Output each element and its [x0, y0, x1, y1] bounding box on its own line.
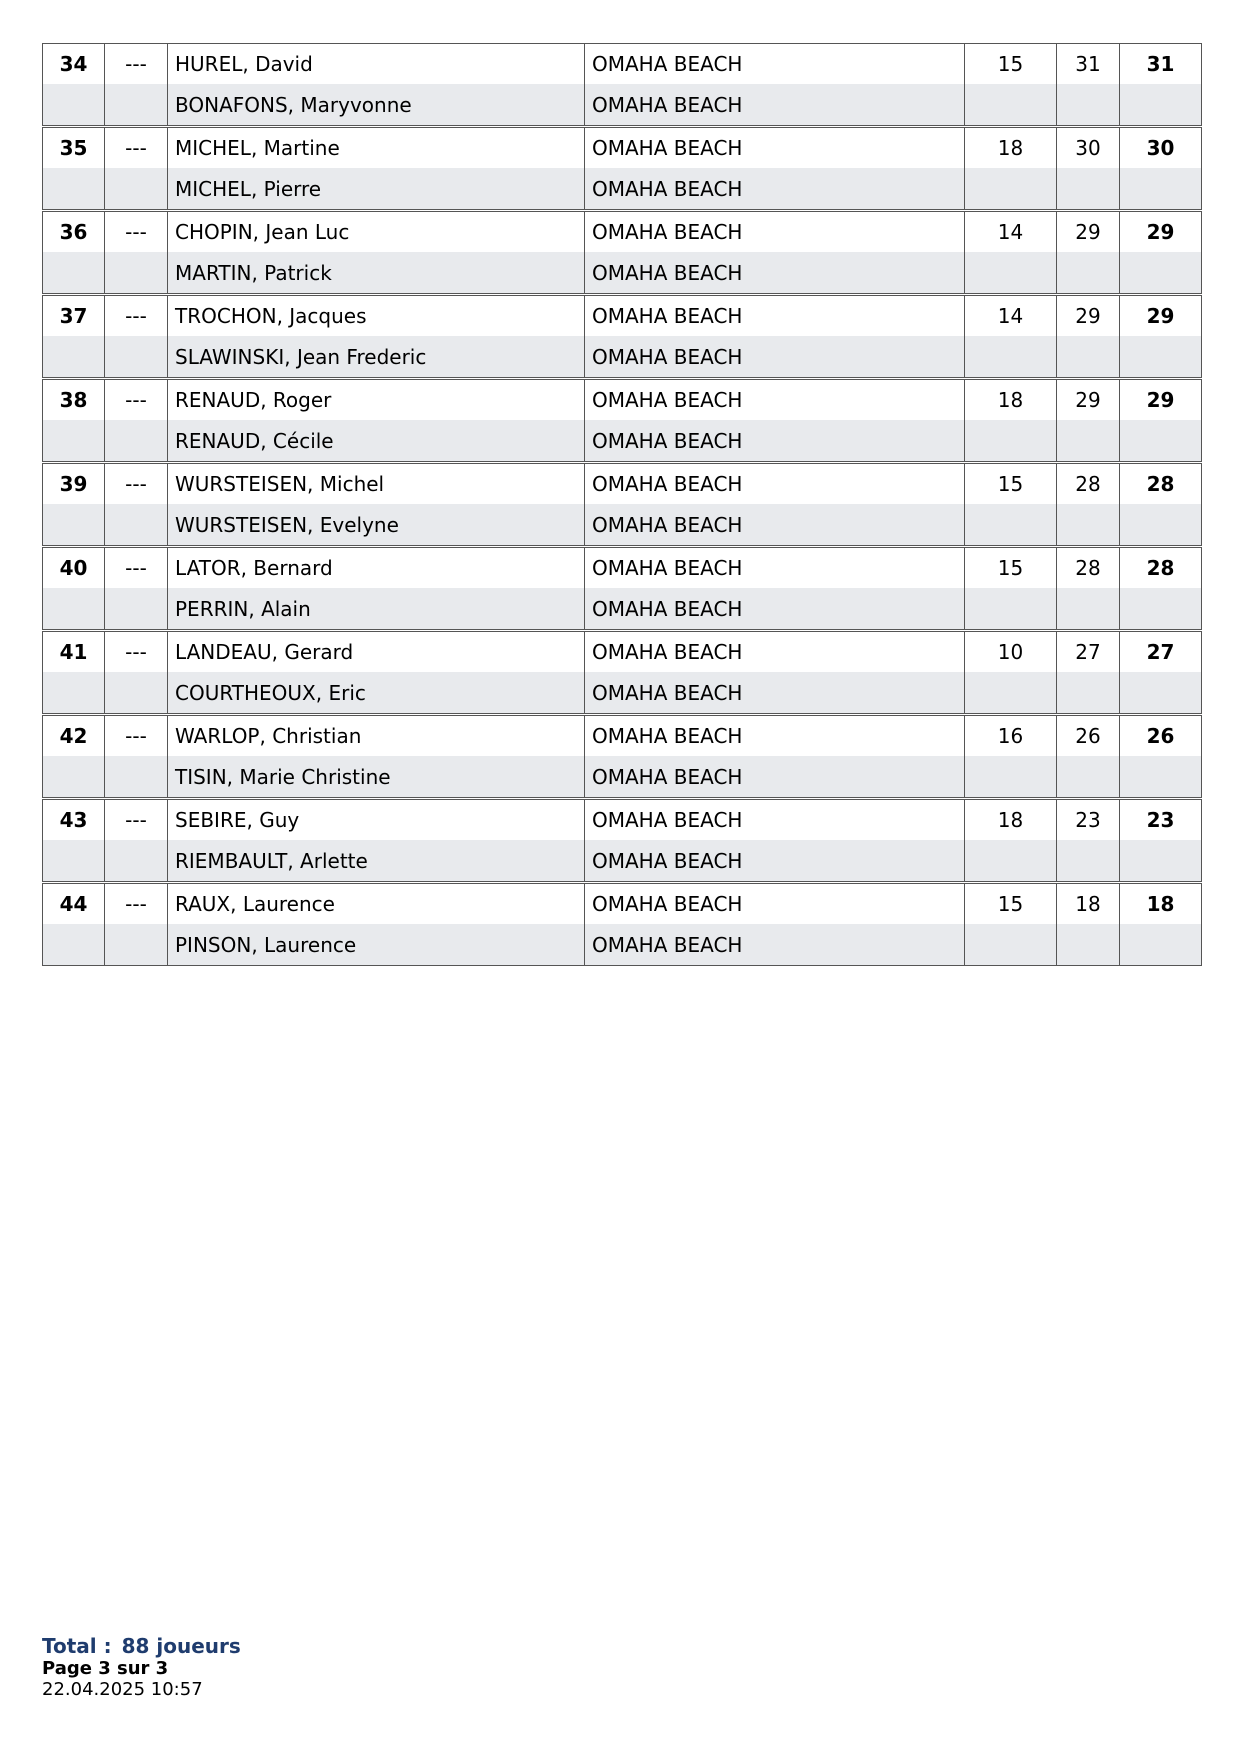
score2-cell: 28: [1057, 463, 1120, 505]
score2-cell-empty: [1057, 420, 1120, 463]
club-cell: OMAHA BEACH: [585, 799, 965, 841]
score2-cell: 30: [1057, 127, 1120, 169]
player-name-cell: RENAUD, Roger: [168, 379, 585, 421]
total-value: 88 joueurs: [121, 1634, 241, 1658]
table-row: [43, 420, 1202, 463]
rank-cell-empty: [43, 504, 105, 547]
score1-cell: 10: [965, 631, 1057, 673]
rank-cell: 41: [43, 631, 105, 673]
status-cell-empty: [105, 336, 168, 379]
partner-club-cell: OMAHA BEACH: [585, 420, 965, 463]
table-row: [43, 547, 1202, 589]
rank-cell-empty: [43, 336, 105, 379]
partner-club-cell: OMAHA BEACH: [585, 840, 965, 883]
total-score-cell: 27: [1120, 631, 1202, 673]
score2-cell: 31: [1057, 44, 1120, 85]
rank-cell: 35: [43, 127, 105, 169]
status-cell-empty: [105, 168, 168, 211]
score2-cell-empty: [1057, 336, 1120, 379]
score2-cell-empty: [1057, 840, 1120, 883]
table-row: [43, 840, 1202, 883]
score2-cell-empty: [1057, 168, 1120, 211]
score2-cell: 27: [1057, 631, 1120, 673]
club-cell: OMAHA BEACH: [585, 463, 965, 505]
partner-name-cell: MARTIN, Patrick: [168, 252, 585, 295]
rank-cell: 39: [43, 463, 105, 505]
rank-cell: 38: [43, 379, 105, 421]
club-cell: OMAHA BEACH: [585, 883, 965, 925]
score1-cell-empty: [965, 672, 1057, 715]
rank-cell-empty: [43, 588, 105, 631]
rank-cell: 42: [43, 715, 105, 757]
partner-club-cell: OMAHA BEACH: [585, 924, 965, 966]
total-score-cell: 28: [1120, 547, 1202, 589]
score1-cell: 15: [965, 547, 1057, 589]
score2-cell-empty: [1057, 84, 1120, 127]
status-cell-empty: [105, 840, 168, 883]
score2-cell-empty: [1057, 588, 1120, 631]
table-row: [43, 631, 1202, 673]
total-score-cell: 29: [1120, 295, 1202, 337]
status-cell: ---: [105, 799, 168, 841]
rank-cell: 37: [43, 295, 105, 337]
table-row: [43, 379, 1202, 421]
club-cell: OMAHA BEACH: [585, 44, 965, 85]
score2-cell-empty: [1057, 252, 1120, 295]
score2-cell-empty: [1057, 672, 1120, 715]
table-row: [43, 883, 1202, 925]
table-row: [43, 588, 1202, 631]
rank-cell-empty: [43, 252, 105, 295]
rank-cell: 44: [43, 883, 105, 925]
score1-cell: 15: [965, 883, 1057, 925]
score1-cell-empty: [965, 588, 1057, 631]
table-row: [43, 44, 1202, 85]
score2-cell: 29: [1057, 379, 1120, 421]
total-cell-empty: [1120, 756, 1202, 799]
page-footer: [42, 1634, 241, 1701]
status-cell: ---: [105, 883, 168, 925]
player-name-cell: WARLOP, Christian: [168, 715, 585, 757]
rank-cell-empty: [43, 924, 105, 966]
player-name-cell: LANDEAU, Gerard: [168, 631, 585, 673]
status-cell: ---: [105, 379, 168, 421]
table-row: [43, 336, 1202, 379]
score2-cell: 29: [1057, 211, 1120, 253]
total-score-cell: 29: [1120, 211, 1202, 253]
partner-name-cell: SLAWINSKI, Jean Frederic: [168, 336, 585, 379]
score2-cell: 23: [1057, 799, 1120, 841]
player-name-cell: TROCHON, Jacques: [168, 295, 585, 337]
player-name-cell: WURSTEISEN, Michel: [168, 463, 585, 505]
status-cell: ---: [105, 631, 168, 673]
table-row: [43, 295, 1202, 337]
partner-club-cell: OMAHA BEACH: [585, 84, 965, 127]
rank-cell-empty: [43, 420, 105, 463]
partner-name-cell: BONAFONS, Maryvonne: [168, 84, 585, 127]
club-cell: OMAHA BEACH: [585, 295, 965, 337]
total-cell-empty: [1120, 924, 1202, 966]
partner-club-cell: OMAHA BEACH: [585, 756, 965, 799]
status-cell: ---: [105, 715, 168, 757]
table-row: [43, 715, 1202, 757]
score1-cell-empty: [965, 840, 1057, 883]
total-cell-empty: [1120, 420, 1202, 463]
status-cell-empty: [105, 252, 168, 295]
score2-cell-empty: [1057, 756, 1120, 799]
score1-cell-empty: [965, 756, 1057, 799]
rank-cell: 43: [43, 799, 105, 841]
partner-name-cell: COURTHEOUX, Eric: [168, 672, 585, 715]
status-cell: ---: [105, 295, 168, 337]
table-row: [43, 672, 1202, 715]
partner-club-cell: OMAHA BEACH: [585, 336, 965, 379]
table-row: [43, 168, 1202, 211]
total-cell-empty: [1120, 84, 1202, 127]
total-score-cell: 26: [1120, 715, 1202, 757]
score2-cell-empty: [1057, 924, 1120, 966]
partner-club-cell: OMAHA BEACH: [585, 504, 965, 547]
status-cell-empty: [105, 84, 168, 127]
table-row: [43, 463, 1202, 505]
score2-cell: 26: [1057, 715, 1120, 757]
partner-name-cell: PERRIN, Alain: [168, 588, 585, 631]
player-name-cell: RAUX, Laurence: [168, 883, 585, 925]
status-cell: ---: [105, 127, 168, 169]
player-name-cell: HUREL, David: [168, 44, 585, 85]
score2-cell: 18: [1057, 883, 1120, 925]
status-cell-empty: [105, 588, 168, 631]
status-cell: ---: [105, 211, 168, 253]
table-row: [43, 127, 1202, 169]
partner-name-cell: RENAUD, Cécile: [168, 420, 585, 463]
player-name-cell: MICHEL, Martine: [168, 127, 585, 169]
total-cell-empty: [1120, 336, 1202, 379]
rank-cell-empty: [43, 168, 105, 211]
club-cell: OMAHA BEACH: [585, 631, 965, 673]
player-name-cell: CHOPIN, Jean Luc: [168, 211, 585, 253]
rank-cell: 36: [43, 211, 105, 253]
total-cell-empty: [1120, 840, 1202, 883]
score1-cell-empty: [965, 252, 1057, 295]
table-row: [43, 756, 1202, 799]
table-row: [43, 252, 1202, 295]
partner-name-cell: RIEMBAULT, Arlette: [168, 840, 585, 883]
table-row: [43, 211, 1202, 253]
status-cell: ---: [105, 463, 168, 505]
rank-cell: 34: [43, 44, 105, 85]
print-datetime: 22.04.2025 10:57: [42, 1679, 203, 1700]
score1-cell-empty: [965, 924, 1057, 966]
results-table: [42, 43, 1202, 966]
results-body: [43, 44, 1202, 966]
player-name-cell: LATOR, Bernard: [168, 547, 585, 589]
club-cell: OMAHA BEACH: [585, 547, 965, 589]
club-cell: OMAHA BEACH: [585, 379, 965, 421]
partner-name-cell: WURSTEISEN, Evelyne: [168, 504, 585, 547]
score1-cell: 18: [965, 127, 1057, 169]
status-cell: ---: [105, 44, 168, 85]
total-score-cell: 31: [1120, 44, 1202, 85]
total-cell-empty: [1120, 504, 1202, 547]
score2-cell: 28: [1057, 547, 1120, 589]
club-cell: OMAHA BEACH: [585, 211, 965, 253]
score1-cell: 18: [965, 379, 1057, 421]
partner-club-cell: OMAHA BEACH: [585, 672, 965, 715]
rank-cell-empty: [43, 84, 105, 127]
score1-cell: 15: [965, 44, 1057, 85]
total-cell-empty: [1120, 672, 1202, 715]
table-row: [43, 924, 1202, 966]
score1-cell-empty: [965, 84, 1057, 127]
score1-cell-empty: [965, 504, 1057, 547]
rank-cell: 40: [43, 547, 105, 589]
partner-club-cell: OMAHA BEACH: [585, 588, 965, 631]
table-row: [43, 504, 1202, 547]
status-cell-empty: [105, 672, 168, 715]
total-cell-empty: [1120, 168, 1202, 211]
total-score-cell: 29: [1120, 379, 1202, 421]
status-cell: ---: [105, 547, 168, 589]
score1-cell-empty: [965, 336, 1057, 379]
score2-cell-empty: [1057, 504, 1120, 547]
rank-cell-empty: [43, 672, 105, 715]
partner-name-cell: PINSON, Laurence: [168, 924, 585, 966]
page-number: Page 3 sur 3: [42, 1658, 169, 1679]
score1-cell-empty: [965, 168, 1057, 211]
status-cell-empty: [105, 504, 168, 547]
rank-cell-empty: [43, 756, 105, 799]
score1-cell-empty: [965, 420, 1057, 463]
total-score-cell: 30: [1120, 127, 1202, 169]
total-score-cell: 23: [1120, 799, 1202, 841]
rank-cell-empty: [43, 840, 105, 883]
status-cell-empty: [105, 924, 168, 966]
total-score-cell: 28: [1120, 463, 1202, 505]
score1-cell: 16: [965, 715, 1057, 757]
partner-club-cell: OMAHA BEACH: [585, 168, 965, 211]
table-row: [43, 84, 1202, 127]
total-label: Total :: [42, 1634, 112, 1658]
status-cell-empty: [105, 420, 168, 463]
score2-cell: 29: [1057, 295, 1120, 337]
total-cell-empty: [1120, 252, 1202, 295]
club-cell: OMAHA BEACH: [585, 127, 965, 169]
score1-cell: 14: [965, 211, 1057, 253]
partner-club-cell: OMAHA BEACH: [585, 252, 965, 295]
total-players: [42, 1634, 241, 1658]
status-cell-empty: [105, 756, 168, 799]
score1-cell: 15: [965, 463, 1057, 505]
total-score-cell: 18: [1120, 883, 1202, 925]
partner-name-cell: MICHEL, Pierre: [168, 168, 585, 211]
score1-cell: 14: [965, 295, 1057, 337]
club-cell: OMAHA BEACH: [585, 715, 965, 757]
player-name-cell: SEBIRE, Guy: [168, 799, 585, 841]
total-cell-empty: [1120, 588, 1202, 631]
score1-cell: 18: [965, 799, 1057, 841]
table-row: [43, 799, 1202, 841]
partner-name-cell: TISIN, Marie Christine: [168, 756, 585, 799]
